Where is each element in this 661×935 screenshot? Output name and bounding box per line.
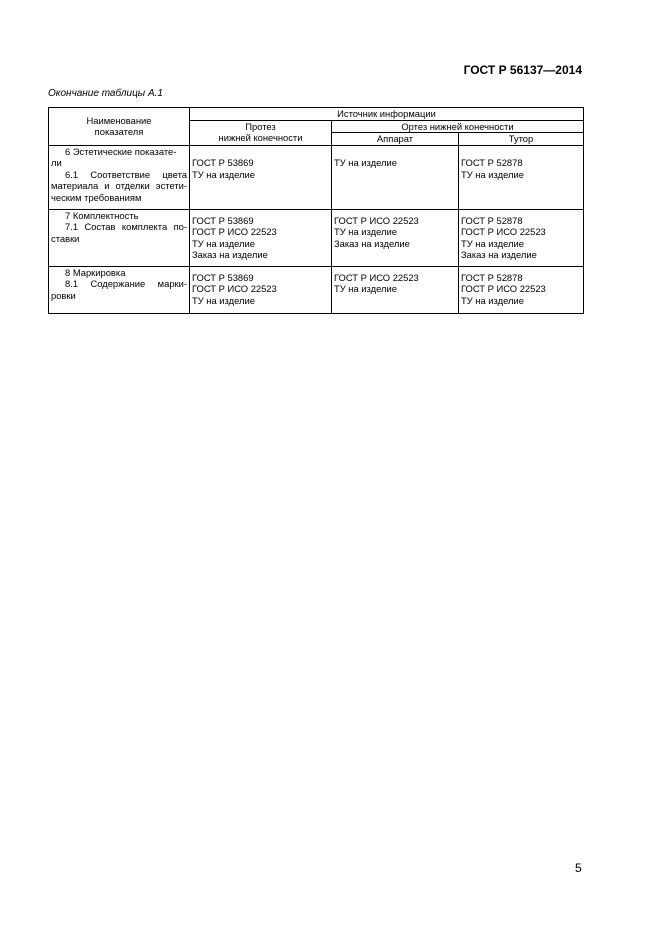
header-apparatus: Аппарат xyxy=(332,133,459,146)
header-prosthesis: Протез нижней конечности xyxy=(190,120,332,145)
table-row xyxy=(49,145,584,209)
table-caption: Окончание таблицы А.1 xyxy=(48,88,163,99)
tutor-source-cell: ГОСТ Р 52878 ГОСТ Р ИСО 22523 ТУ на изделие Заказ на изделие xyxy=(459,209,584,266)
tutor-source-cell: ГОСТ Р 52878 ТУ на изделие xyxy=(459,145,584,209)
apparatus-source-cell: ГОСТ Р ИСО 22523 ТУ на изделие xyxy=(332,266,459,313)
header-indicator-name: Наименование показателя xyxy=(49,108,190,146)
table-row xyxy=(49,266,584,313)
indicator-name-cell: 6 Эстетические показате- ли 6.1 Соответствие цвета материала и отделки эстети- ческим требованиям xyxy=(49,145,190,209)
indicator-name-cell: 7 Комплектность 7.1 Состав комплекта по- ставки xyxy=(49,209,190,266)
prosthesis-source-cell: ГОСТ Р 53869 ГОСТ Р ИСО 22523 ТУ на изделие Заказ на изделие xyxy=(190,209,332,266)
table-header-row-1 xyxy=(49,108,584,121)
tutor-source-cell: ГОСТ Р 52878 ГОСТ Р ИСО 22523 ТУ на изделие xyxy=(459,266,584,313)
header-source: Источник информации xyxy=(190,108,584,121)
apparatus-source-cell: ГОСТ Р ИСО 22523 ТУ на изделие Заказ на изделие xyxy=(332,209,459,266)
prosthesis-source-cell: ГОСТ Р 53869 ГОСТ Р ИСО 22523 ТУ на изделие xyxy=(190,266,332,313)
header-orthosis: Ортез нижней конечности xyxy=(332,120,584,133)
document-code: ГОСТ Р 56137—2014 xyxy=(463,63,582,77)
table-row xyxy=(49,209,584,266)
header-tutor: Тутор xyxy=(459,133,584,146)
page-number: 5 xyxy=(575,861,582,875)
sources-table xyxy=(48,107,584,314)
apparatus-source-cell: ТУ на изделие xyxy=(332,145,459,209)
prosthesis-source-cell: ГОСТ Р 53869 ТУ на изделие xyxy=(190,145,332,209)
indicator-name-cell: 8 Маркировка 8.1 Содержание марки- ровки xyxy=(49,266,190,313)
